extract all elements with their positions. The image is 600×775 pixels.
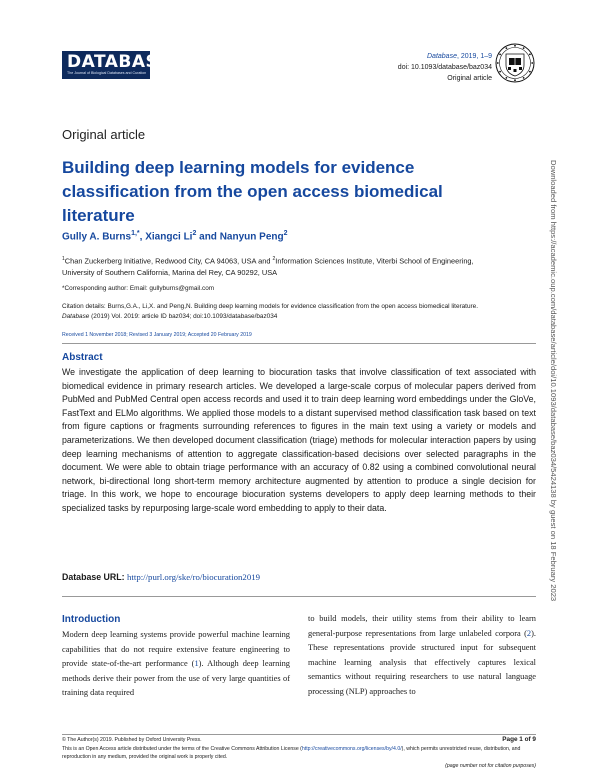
- license-link[interactable]: http://creativecommons.org/licenses/by/4.0/: [301, 746, 402, 752]
- doi: doi: 10.1093/database/baz034: [397, 64, 492, 71]
- license-text: [62, 745, 536, 761]
- author-affiliation-mark: 1,*: [131, 230, 140, 237]
- citation-note: (page number not for citation purposes): [445, 763, 536, 769]
- citation-text: (2019) Vol. 2019: article ID baz034; doi:10.1093/database/baz034: [89, 313, 278, 320]
- body-text: to build models, their utility stems from their ability to learn general-purpose representations from large unlabeled corpora (: [308, 614, 536, 638]
- logo-subtext: The Journal of Biological Databases and Curation: [67, 71, 147, 75]
- corresponding-author: *Corresponding author: Email: gullyburns@gmail.com: [62, 285, 215, 292]
- introduction-heading: Introduction: [62, 614, 121, 625]
- author-name: Nanyun Peng: [219, 231, 284, 243]
- body-text: ). These representations provide structured input for subsequent machine learning analysis that effectively captures lexical semantics without requiring researchers to use natural language processing (NLP) approaches to: [308, 628, 536, 696]
- journal-logo: [62, 51, 171, 79]
- author-separator: and: [196, 231, 220, 243]
- introduction-column-left: [62, 628, 290, 701]
- database-url-link[interactable]: http://purl.org/ske/ro/biocuration2019: [127, 572, 261, 582]
- copyright: © The Author(s) 2019. Published by Oxford University Press.: [62, 737, 202, 743]
- section-label: Original article: [62, 127, 146, 142]
- affiliation-text: Chan Zuckerberg Initiative, Redwood City, CA 94063, USA and: [64, 256, 273, 266]
- affiliation-text: Information Sciences Institute, Viterbi School of Engineering, University of Southern California, Marina del Rey, CA 90292, USA: [62, 256, 474, 278]
- author-list: [62, 230, 288, 242]
- page-number: Page 1 of 9: [502, 736, 536, 743]
- oup-seal-icon: [495, 43, 535, 83]
- introduction-column-right: [308, 612, 536, 700]
- abstract-body: We investigate the application of deep learning to biocuration tasks that involve classification of text associated with biomedical evidence in primary research articles. We developed a large-scale corpus of molecular papers derived from PubMed and PubMed Central open access records and used it to train deep learning word embeddings under the GloVe, FastText and ELMo algorithms. We applied those models to a distant supervised method classification task based on text from figure captions or fragments surrounding references to figures in the main text using a variety or models and parameterizations. We then developed document classification (triage) methods for molecular interaction papers by using deep learning mechanisms of attention to aggregate classification-based decisions over selected paragraphs in the document. We were able to obtain triage performance with an accuracy of 0.82 using a combined convolutional neural network, bi-directional long short-term memory architecture augmented by attention to produce a single decision for triage. In this work, we hope to encourage biocuration systems developers to apply deep learning methods to their specialized tasks by repurposing large-scale word embedding to apply to their data.: [62, 367, 536, 513]
- body-text: Modern deep learning systems provide powerful machine learning capabilities that do not require extensive feature engineering to provide state-of-the-art performance (: [62, 630, 290, 669]
- affiliation-mark: 2: [272, 256, 276, 262]
- reference-link[interactable]: 2: [526, 628, 532, 638]
- author-separator: ,: [139, 231, 146, 243]
- logo-text: DATABASE: [67, 52, 171, 72]
- citation-journal: Database: [62, 313, 90, 320]
- download-watermark: Downloaded from https://academic.oup.com/database/article/doi/10.1093/database/baz034/5424138 by guest on 18 February 2023: [549, 160, 558, 602]
- database-url: [62, 572, 260, 582]
- author-affiliation-mark: 2: [283, 230, 288, 237]
- article-type: Original article: [447, 75, 492, 82]
- license-text-part: This is an Open Access article distributed under the terms of the Creative Commons Attribution License (: [62, 746, 302, 752]
- license-text-part: ), which permits unrestricted reuse, distribution, and reproduction in any medium, provided the original work is properly cited.: [62, 746, 521, 760]
- author-name: Gully A. Burns: [62, 231, 132, 243]
- article-dates: Received 1 November 2018; Revised 3 January 2019; Accepted 20 February 2019: [62, 332, 252, 338]
- journal-year-pages: , 2019, 1–9: [456, 53, 492, 60]
- reference-link[interactable]: 1: [194, 659, 199, 669]
- citation-details: [62, 302, 482, 322]
- affiliation-mark: 1: [62, 256, 65, 262]
- body-text: ). Although deep learning methods derive their power from the use of very large quantities of training data required: [62, 659, 290, 698]
- divider: [62, 734, 536, 735]
- citation-text: Citation details: Burns,G.A., Li,X. and Peng,N. Building deep learning models for evidence classification from the open access biomedical literature.: [62, 303, 478, 310]
- divider: [62, 343, 536, 344]
- journal-info: [398, 51, 492, 84]
- journal-name: Database: [427, 53, 457, 60]
- database-url-label: Database URL:: [62, 572, 125, 582]
- author-affiliation-mark: 2: [192, 230, 197, 237]
- author-name: Xiangci Li: [145, 231, 193, 243]
- article-title: Building deep learning models for evidence classification from the open access biomedical literature: [62, 158, 443, 225]
- affiliations: [62, 253, 482, 279]
- abstract-heading: Abstract: [62, 352, 103, 363]
- divider: [62, 596, 536, 597]
